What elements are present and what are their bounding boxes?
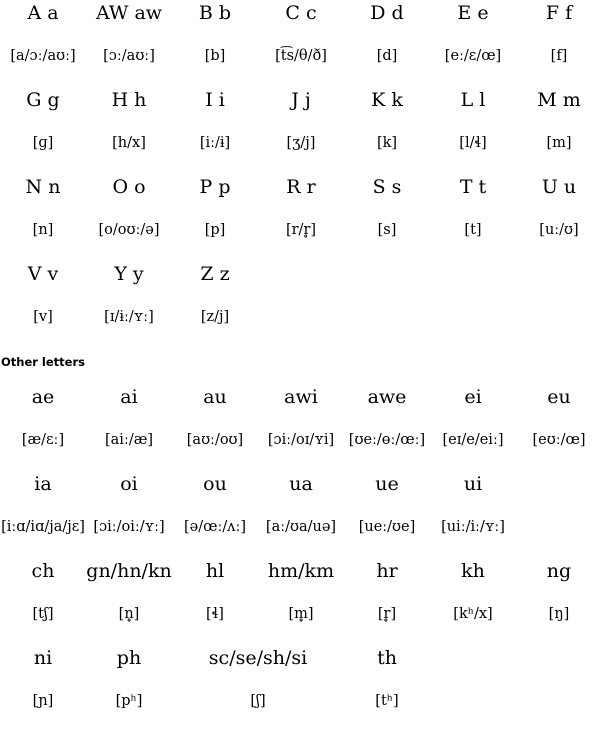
- letter-sc-se-sh-si: sc/se/sh/si: [208, 647, 308, 669]
- letter-ue: ue: [375, 473, 399, 495]
- letter-h: H h: [111, 89, 147, 111]
- letter-hm-km: hm/km: [267, 560, 335, 582]
- ipa-ua: [aː/ʊa/uə]: [265, 519, 337, 535]
- other-row-2-ipa: [0, 515, 603, 558]
- ipa-eu: [eʊː/œ]: [532, 432, 586, 448]
- letter-o: O o: [112, 176, 146, 198]
- ipa-h: [h/x]: [112, 135, 146, 151]
- letter-kh: kh: [461, 560, 485, 582]
- ipa-ng: [ŋ]: [548, 606, 570, 622]
- ipa-e: [eː/ɛ/œ]: [444, 48, 502, 64]
- other-row-4-ipa: [0, 689, 603, 732]
- letter-ng: ng: [546, 560, 572, 582]
- alphabet-row-1-letters: [0, 0, 603, 44]
- ipa-ch: [tʃ]: [32, 606, 54, 622]
- letter-eu: eu: [547, 386, 571, 408]
- letter-k: K k: [371, 89, 403, 111]
- ipa-ui: [uiː/iː/ʏː]: [441, 519, 505, 535]
- alphabet-row-1-ipa: [0, 44, 603, 87]
- letter-ph: ph: [116, 647, 142, 669]
- letter-th: th: [377, 647, 397, 669]
- letter-u: U u: [541, 176, 577, 198]
- other-letters-heading: Other letters: [1, 355, 85, 369]
- letter-ui: ui: [463, 473, 483, 495]
- ipa-k: [k]: [376, 135, 398, 151]
- ipa-n: [n]: [32, 222, 54, 238]
- letter-ni: ni: [33, 647, 53, 669]
- ipa-m: [m]: [546, 135, 572, 151]
- ipa-au: [aʊː/oʊ]: [186, 432, 244, 448]
- letter-ei: ei: [464, 386, 482, 408]
- ipa-ph: [pʰ]: [115, 693, 143, 709]
- letter-r: R r: [286, 176, 316, 198]
- ipa-o: [o/oʊː/ə]: [98, 222, 160, 238]
- letter-hr: hr: [376, 560, 398, 582]
- ipa-d: [d]: [376, 48, 398, 64]
- other-row-1-ipa: [0, 428, 603, 471]
- ipa-j: [ʒ/j]: [286, 135, 316, 151]
- letter-n: N n: [25, 176, 61, 198]
- alphabet-row-3-ipa: [0, 218, 603, 261]
- ipa-awi: [ɔiː/oɪ/ʏi]: [267, 432, 335, 448]
- ipa-c: [t͡s/θ/ð]: [275, 48, 327, 64]
- letter-hl: hl: [205, 560, 225, 582]
- ipa-y: [ɪ/ɨː/ʏː]: [104, 309, 154, 325]
- ipa-th: [tʰ]: [375, 693, 399, 709]
- ipa-ni: [ɲ]: [32, 693, 54, 709]
- ipa-s: [s]: [377, 222, 397, 238]
- letter-gn-hn-kn: gn/hn/kn: [86, 560, 172, 582]
- alphabet-table: [0, 0, 603, 348]
- letter-y: Y y: [114, 263, 144, 285]
- ipa-i: [iː/ɨ]: [199, 135, 231, 151]
- letter-aw: AW aw: [95, 2, 163, 24]
- letter-ai: ai: [120, 386, 138, 408]
- ipa-t: [t]: [464, 222, 482, 238]
- ipa-ae: [æ/ɛː]: [21, 432, 65, 448]
- ipa-b: [b]: [204, 48, 226, 64]
- ipa-gn-hn-kn: [n̥]: [118, 606, 140, 622]
- ipa-hl: [ɬ]: [206, 606, 224, 622]
- ipa-hr: [r̥]: [377, 606, 397, 622]
- letter-awi: awi: [284, 386, 318, 408]
- ipa-l: [l/ɬ]: [459, 135, 487, 151]
- other-row-3-letters: [0, 558, 603, 602]
- ipa-ue: [ueː/ʊe]: [358, 519, 416, 535]
- letter-l: L l: [460, 89, 486, 111]
- ipa-g: [ɡ]: [32, 135, 54, 151]
- letter-p: P p: [199, 176, 231, 198]
- alphabet-row-2-letters: [0, 87, 603, 131]
- ipa-a: [a/ɔː/aʊː]: [10, 48, 76, 64]
- ipa-sc-se-sh-si: [ʃ]: [250, 693, 266, 709]
- letter-e: E e: [457, 2, 489, 24]
- other-letters-table: [0, 384, 603, 732]
- letter-b: B b: [198, 2, 232, 24]
- letter-ch: ch: [31, 560, 55, 582]
- ipa-aw: [ɔː/aʊː]: [103, 48, 155, 64]
- ipa-kh: [kʰ/x]: [453, 606, 493, 622]
- letter-ou: ou: [203, 473, 227, 495]
- ipa-oi: [ɔiː/oiː/ʏː]: [93, 519, 165, 535]
- letter-c: C c: [285, 2, 317, 24]
- ipa-ou: [ə/œː/ʌː]: [184, 519, 246, 535]
- ipa-f: [f]: [550, 48, 568, 64]
- letter-t: T t: [459, 176, 487, 198]
- ipa-v: [v]: [33, 309, 53, 325]
- letter-z: Z z: [200, 263, 230, 285]
- ipa-ei: [eɪ/e/eiː]: [442, 432, 504, 448]
- other-row-3-ipa: [0, 602, 603, 645]
- letter-i: I i: [205, 89, 225, 111]
- letter-s: S s: [372, 176, 402, 198]
- letter-d: D d: [370, 2, 404, 24]
- letter-au: au: [203, 386, 227, 408]
- letter-ua: ua: [289, 473, 313, 495]
- other-row-4-letters: [0, 645, 603, 689]
- letter-awe: awe: [367, 386, 407, 408]
- letter-oi: oi: [120, 473, 138, 495]
- alphabet-row-2-ipa: [0, 131, 603, 174]
- alphabet-row-3-letters: [0, 174, 603, 218]
- ipa-r: [r/r̥]: [285, 222, 317, 238]
- letter-v: V v: [27, 263, 59, 285]
- ipa-ia: [iːɑ/iɑ/ja/jɛ]: [1, 519, 85, 535]
- ipa-ai: [aiː/æ]: [105, 432, 153, 448]
- alphabet-row-4-letters: [0, 261, 603, 305]
- letter-m: M m: [537, 89, 581, 111]
- ipa-u: [uː/ʊ]: [539, 222, 579, 238]
- ipa-awe: [ʊeː/ɵː/œː]: [348, 432, 426, 448]
- letter-ae: ae: [31, 386, 55, 408]
- ipa-z: [z/j]: [200, 309, 230, 325]
- letter-j: J j: [291, 89, 311, 111]
- letter-ia: ia: [34, 473, 52, 495]
- letter-g: G g: [26, 89, 60, 111]
- alphabet-row-4-ipa: [0, 305, 603, 348]
- other-row-1-letters: [0, 384, 603, 428]
- ipa-hm-km: [m̥]: [288, 606, 314, 622]
- letter-a: A a: [27, 2, 59, 24]
- letter-f: F f: [545, 2, 573, 24]
- ipa-p: [p]: [204, 222, 226, 238]
- other-row-2-letters: [0, 471, 603, 515]
